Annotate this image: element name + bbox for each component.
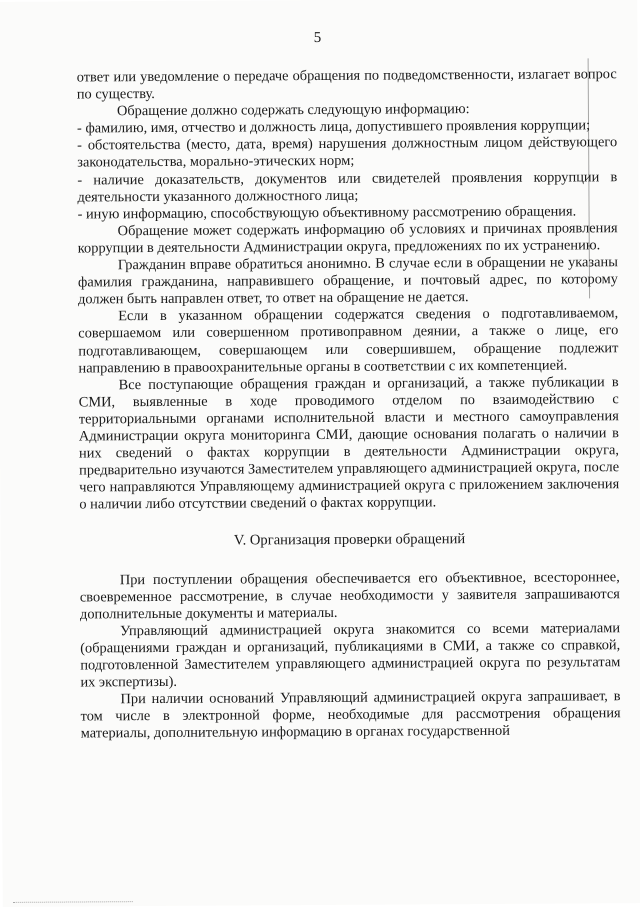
paragraph-law-enforcement: Если в указанном обращении содержатся сведения о подготавливаемом, совершаемом или совершенном противоправном деянии, а также о лице, его подготавливающем, совершающем или совершившем, обращение подлежит направлению в правоохранительные органы в соответствии с их компетенцией. [78,305,619,377]
paragraph-media-monitoring: Все поступающие обращения граждан и организаций, а также публикации в СМИ, выявленные в ходе проводимого отделом по взаимодействию с территориальными органами исполнительной власти и местного самоуправления Администрации округа мониторинга СМИ, дающие основания полагать о наличии в них сведений о фактах коррупции в деятельности Администрации округа, предварительно изучаются Заместителем управляющего администрацией округа, после чего направляются Управляющему администрацией округа с приложением заключения о наличии либо отсутствии сведений о фактах коррупции. [78,373,620,513]
list-item-evidence: - наличие доказательств, документов или свидетелей проявления коррупции в деятельности указанного должностного лица; [77,168,618,206]
paragraph-receipt: При поступлении обращения обеспечивается его объективное, всестороннее, своевременное рассмотрение, в случае необходимости у заявителя запрашиваются дополнительные документы и материалы. [79,568,620,623]
paragraph-anonymous: Гражданин вправе обратиться анонимно. В случае если в обращении не указаны фамилия гражданина, направившего обращение, и почтовый адрес, по которому должен быть направлен ответ, то ответ на обращение не дается. [77,254,619,308]
list-item-other-info: - иную информацию, способствующую объективному рассмотрению обращения. [77,203,577,223]
list-item-fio: - фамилию, имя, отчество и должность лица, допустившего проявления коррупции; [76,117,591,137]
paragraph-request-materials: При наличии оснований Управляющий администрацией округа запрашивает, в том числе в электронной форме, необходимые для рассмотрения обращения материалы, дополнительную информацию в органах государственной [80,688,621,742]
paragraph-required-info-intro: Обращение должно содержать следующую информацию: [116,101,470,120]
list-item-circumstances: - обстоятельства (место, дата, время) нарушения должностным лицом действующего законодательства, морально-этических норм; [77,134,618,171]
scan-bottom-mark [13,900,133,903]
document-body [77,66,621,743]
paragraph-continuation: ответ или уведомление о передаче обращения по подведомственности, излагает вопрос по существу. [76,66,617,103]
page-number: 5 [313,29,322,47]
section-heading: V. Организация проверки обращений [233,531,466,549]
paragraph-conditions: Обращение может содержать информацию об условиях и причинах проявления коррупции в деятельности Администрации округа, предложениях по их устранению. [77,220,618,257]
paragraph-review: Управляющий администрацией округа знакомится со всеми материалами (обращениями граждан и организаций, публикациями в СМИ, а также со справкой, подготовленной Заместителем управляющего администрацией округа по результатам их экспертизы). [80,619,621,691]
